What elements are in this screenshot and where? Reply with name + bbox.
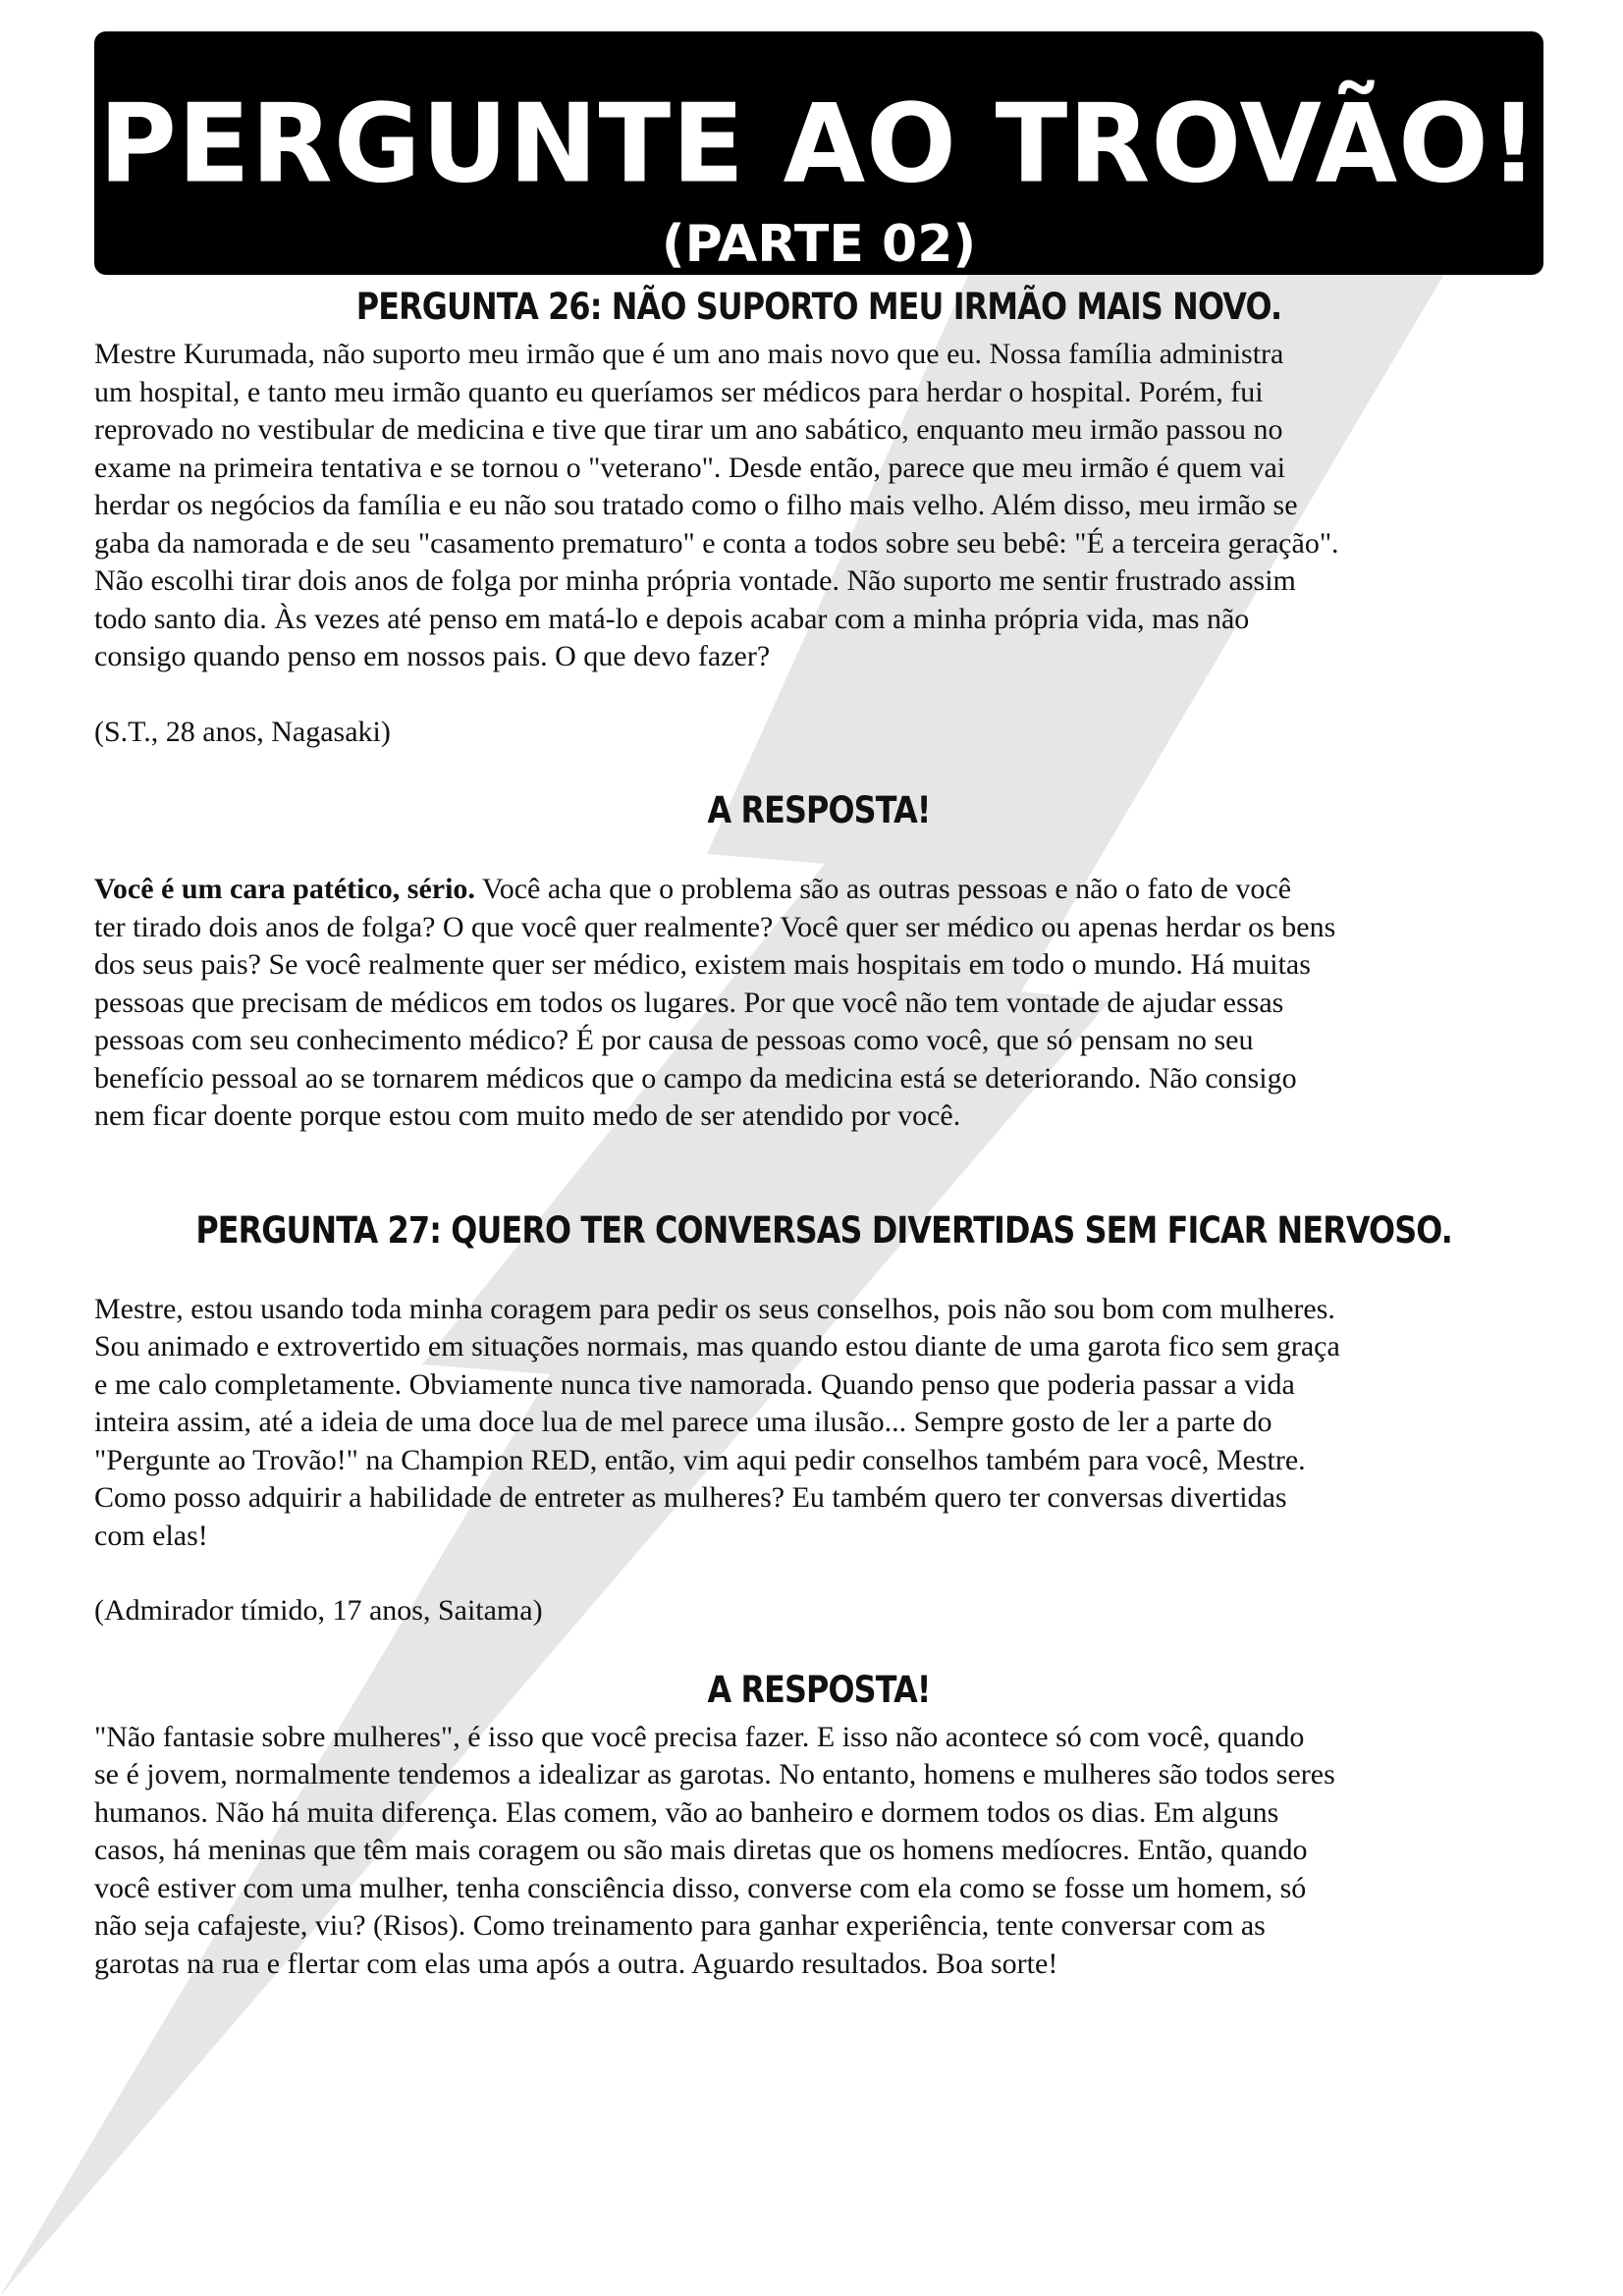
text-line: casos, há meninas que têm mais coragem ou são mais diretas que os homens medíocres. Então, quando (94, 1834, 1308, 1866)
text-line: Como posso adquirir a habilidade de entreter as mulheres? Eu também quero ter conversas divertidas (94, 1481, 1287, 1514)
question-text-26 (94, 336, 1543, 676)
text-line: você estiver com uma mulher, tenha consciência disso, converse com ela como se fosse um homem, só (94, 1871, 1307, 1904)
text-line: Mestre, estou usando toda minha coragem para pedir os seus conselhos, pois não sou bom com mulheres. (94, 1292, 1335, 1325)
text-line: "Pergunte ao Trovão!" na Champion RED, então, vim aqui pedir conselhos também para você, Mestre. (94, 1443, 1306, 1476)
question-heading-26: PERGUNTA 26: NÃO SUPORTO MEU IRMÃO MAIS NOVO. (355, 286, 1282, 328)
text-line: Você acha que o problema são as outras pessoas e não o fato de você (474, 873, 1292, 905)
text-line: "Não fantasie sobre mulheres", é isso que você precisa fazer. E isso não acontece só com você, quando (94, 1720, 1305, 1753)
signature-26: (S.T., 28 anos, Nagasaki) (94, 715, 391, 748)
answer-text-27 (94, 1719, 1543, 1984)
answer-bold-lead: Você é um cara patético, sério. (94, 873, 475, 905)
text-line: benefício pessoal ao se tornarem médicos que o campo da medicina está se deteriorando. Não consigo (94, 1061, 1297, 1095)
text-line: com elas! (94, 1519, 208, 1552)
text-line: consigo quando penso em nossos pais. O que devo fazer? (94, 640, 771, 672)
text-line: gaba da namorada e de seu "casamento prematuro" e conta a todos sobre seu bebê: "É a terceira geração". (94, 526, 1339, 560)
text-line: exame na primeira tentativa e se tornou o "veterano". Desde então, parece que meu irmão é quem vai (94, 451, 1286, 484)
answer-text-26 (94, 871, 1543, 1136)
text-line: Não escolhi tirar dois anos de folga por minha própria vontade. Não suporto me sentir frustrado assim (94, 564, 1296, 597)
text-line: herdar os negócios da família e eu não sou tratado como o filho mais velho. Além disso, meu irmão se (94, 489, 1298, 521)
text-line: um hospital, e tanto meu irmão quanto eu queríamos ser médicos para herdar o hospital. Porém, fui (94, 375, 1264, 408)
text-line: Mestre Kurumada, não suporto meu irmão que é um ano mais novo que eu. Nossa família administra (94, 338, 1284, 370)
text-line: pessoas que precisam de médicos em todos os lugares. Por que você não tem vontade de ajudar essas (94, 986, 1284, 1019)
text-line: garotas na rua e flertar com elas uma após a outra. Aguardo resultados. Boa sorte! (94, 1947, 1058, 1980)
header-banner (94, 31, 1543, 275)
text-line: Sou animado e extrovertido em situações normais, mas quando estou diante de uma garota fico sem graça (94, 1330, 1340, 1362)
text-line: pessoas com seu conhecimento médico? É por causa de pessoas como você, que só pensam no seu (94, 1024, 1254, 1056)
text-line: nem ficar doente porque estou com muito medo de ser atendido por você. (94, 1099, 961, 1132)
text-line: se é jovem, normalmente tendemos a idealizar as garotas. No entanto, homens e mulheres são todos seres (94, 1758, 1335, 1790)
question-heading-27: PERGUNTA 27: QUERO TER CONVERSAS DIVERTIDAS SEM FICAR NERVOSO. (195, 1208, 1453, 1252)
page-title: PERGUNTE AO TROVÃO! (98, 81, 1540, 208)
answer-heading-27: A RESPOSTA! (707, 1668, 931, 1711)
text-line: e me calo completamente. Obviamente nunca tive namorada. Quando penso que poderia passar a vida (94, 1367, 1295, 1401)
article-body (94, 285, 1543, 1983)
page-subtitle: (PARTE 02) (661, 215, 977, 274)
text-line: humanos. Não há muita diferença. Elas comem, vão ao banheiro e dormem todos os dias. Em alguns (94, 1795, 1279, 1829)
text-line: não seja cafajeste, viu? (Risos). Como treinamento para ganhar experiência, tente conversar com as (94, 1909, 1266, 1942)
text-line: ter tirado dois anos de folga? O que você quer realmente? Você quer ser médico ou apenas herdar os bens (94, 910, 1336, 943)
text-line: reprovado no vestibular de medicina e tive que tirar um ano sabático, enquanto meu irmão passou no (94, 413, 1283, 446)
text-line: todo santo dia. Às vezes até penso em matá-lo e depois acabar com a minha própria vida, mas não (94, 602, 1250, 635)
question-text-27 (94, 1291, 1543, 1556)
text-line: dos seus pais? Se você realmente quer ser médico, existem mais hospitais em todo o mundo. Há muitas (94, 948, 1311, 981)
answer-heading-26: A RESPOSTA! (707, 789, 931, 831)
text-line: inteira assim, até a ideia de uma doce lua de mel parece uma ilusão... Sempre gosto de ler a parte do (94, 1406, 1272, 1438)
signature-27: (Admirador tímido, 17 anos, Saitama) (94, 1594, 543, 1627)
